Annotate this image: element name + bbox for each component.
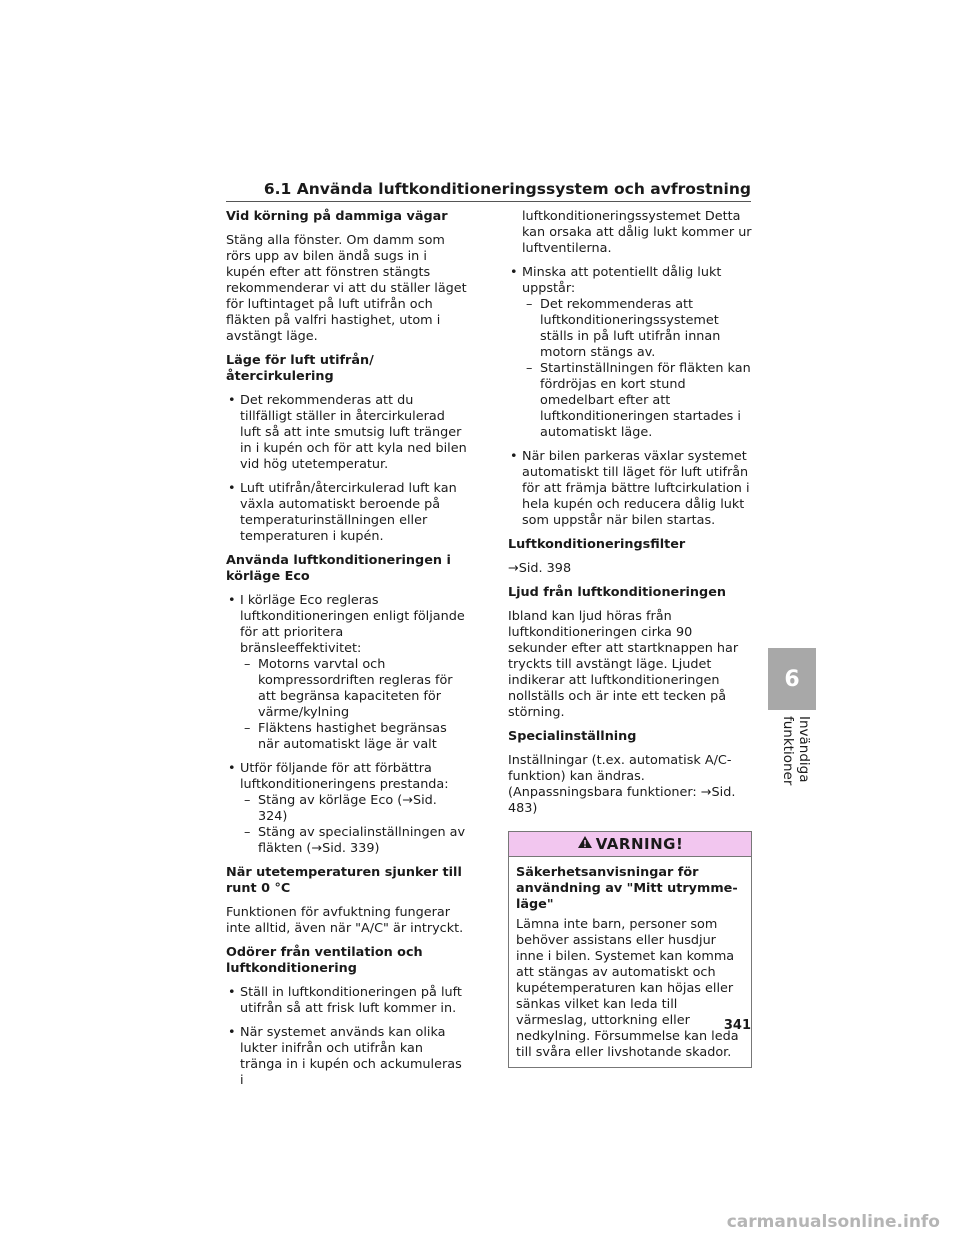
- heading-low-temperature: När utetemperaturen sjunker till runt 0 °C: [226, 865, 462, 896]
- paragraph-special-setting: Inställningar (t.ex. automatisk A/C-funktion) kan ändras. (Anpassningsbara funktioner: →Sid. 483): [508, 753, 736, 816]
- chapter-title: Invändiga funktioner: [780, 716, 812, 786]
- list-item: • När bilen parkeras växlar systemet automatiskt till läget för luft utifrån för att främja bättre luftcirkulation i hela kupén och reducera dålig lukt som uppstår när bilen startas.: [508, 449, 752, 529]
- chapter-number: 6: [784, 666, 800, 692]
- sub-list: [240, 793, 468, 857]
- chapter-tab: [768, 648, 816, 710]
- eco-mode-list: [226, 593, 468, 857]
- odor-reduction-list: [508, 265, 752, 529]
- warning-text: Lämna inte barn, personer som behöver assistans eller husdjur inne i bilen. Systemet kan komma att stängas av automatiskt och kupétemperaturen kan höjas eller sänkas vilket kan leda till värmeslag, uttorkning eller nedkylning. Försummelse kan leda till svåra eller livshotande skador.: [516, 917, 739, 1060]
- recirculation-list: [226, 393, 468, 545]
- sub-list-item: – Stäng av specialinställningen av fläkten (→Sid. 339): [244, 825, 468, 857]
- heading-odors: Odörer från ventilation och luftkonditionering: [226, 945, 423, 976]
- warning-heading: Säkerhetsanvisningar för användning av "Mitt utrymme-läge": [516, 865, 738, 912]
- link-filter-page[interactable]: →Sid. 398: [508, 561, 572, 576]
- sub-list: [522, 297, 752, 441]
- page-number: 341: [723, 1018, 751, 1033]
- warning-triangle-icon: [577, 835, 593, 853]
- warning-label: VARNING!: [595, 835, 684, 853]
- heading-dusty-roads: Vid körning på dammiga vägar: [226, 209, 448, 224]
- list-item: [226, 593, 468, 753]
- list-item: [226, 761, 468, 857]
- list-item: • När systemet används kan olika lukter inifrån och utifrån kan tränga in i kupén och ackumuleras i: [226, 1025, 468, 1089]
- list-item: • Ställ in luftkonditioneringen på luft utifrån så att frisk luft kommer in.: [226, 985, 468, 1017]
- paragraph-dusty-roads: Stäng alla fönster. Om damm som rörs upp av bilen ändå sugs in i kupén efter att fönstren stängts rekommenderar vi att du ställer läget för luftintaget på luft utifrån och fläkten på valfri hastighet, utom i avstängt läge.: [226, 233, 467, 344]
- sub-list-item: – Startinställningen för fläkten kan fördröjas en kort stund omedelbart efter att luftkonditioneringen startades i automatiskt läge.: [526, 361, 752, 441]
- warning-body: [509, 857, 751, 1067]
- sub-list-item: – Det rekommenderas att luftkonditioneringssystemet ställs in på luft utifrån innan motorn stängs av.: [526, 297, 752, 361]
- warning-header: [509, 832, 751, 857]
- odors-list: [226, 985, 468, 1089]
- heading-filter: Luftkonditioneringsfilter: [508, 537, 686, 552]
- section-header: 6.1 Använda luftkonditioneringssystem och avfrostning: [263, 180, 751, 198]
- list-item-text: Utför följande för att förbättra luftkonditioneringens prestanda:: [240, 761, 449, 792]
- heading-recirculation: Läge för luft utifrån/återcirkulering: [226, 353, 374, 384]
- heading-ac-sound: Ljud från luftkonditioneringen: [508, 585, 726, 600]
- list-item: • Det rekommenderas att du tillfälligt ställer in återcirkulerad luft så att inte smutsig luft tränger in i kupén och för att kyla ned bilen vid hög utetemperatur.: [226, 393, 468, 473]
- list-item: [508, 265, 752, 441]
- header-divider: [226, 201, 751, 202]
- right-column: [508, 209, 752, 1068]
- list-item-text: Minska att potentiellt dålig lukt uppstår:: [522, 265, 722, 296]
- list-item-text: I körläge Eco regleras luftkonditioneringen enligt följande för att prioritera bränsleeffektivitet:: [240, 593, 465, 656]
- watermark: carmanualsonline.info: [726, 1212, 940, 1232]
- left-column: [226, 209, 468, 1097]
- heading-eco-mode: Använda luftkonditioneringen i körläge Eco: [226, 553, 451, 584]
- heading-special-setting: Specialinställning: [508, 729, 637, 744]
- sub-list: [240, 657, 468, 753]
- continued-text: luftkonditioneringssystemet Detta kan orsaka att dålig lukt kommer ur luftventilerna.: [522, 209, 752, 256]
- paragraph-ac-sound: Ibland kan ljud höras från luftkonditioneringen cirka 90 sekunder efter att startknappen har tryckts till avstängt läge. Ljudet indikerar att luftkonditioneringen nollställs och är inte ett tecken på störning.: [508, 609, 739, 720]
- sub-list-item: – Stäng av körläge Eco (→Sid. 324): [244, 793, 468, 825]
- list-item: • Luft utifrån/återcirkulerad luft kan växla automatiskt beroende på temperaturinställningen eller temperaturen i kupén.: [226, 481, 468, 545]
- paragraph-low-temperature: Funktionen för avfuktning fungerar inte alltid, även när "A/C" är intryckt.: [226, 905, 464, 936]
- sub-list-item: – Fläktens hastighet begränsas när automatiskt läge är valt: [244, 721, 468, 753]
- sub-list-item: – Motorns varvtal och kompressordriften regleras för att begränsa kapaciteten för värme/kylning: [244, 657, 468, 721]
